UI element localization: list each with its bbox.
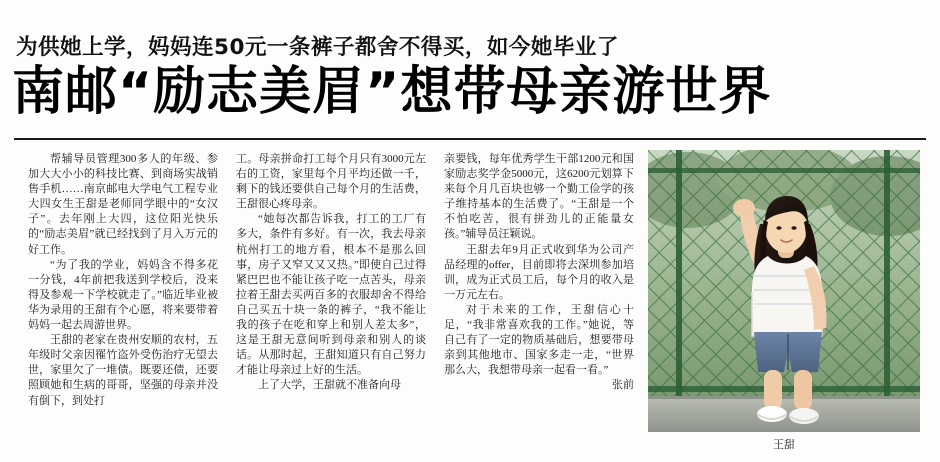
paragraph: 王甜的老家在贵州安顺的农村，五年级时父亲因罹竹盗外受伤治疗无望去世，家里欠了一堆债。既要还债，还要照顾她和生病的哥哥，坚强的母亲并没有倒下，到处打: [28, 334, 218, 407]
article-byline: 张前: [612, 379, 634, 392]
photo-image: [648, 150, 920, 432]
article-body: [28, 152, 636, 444]
headline-kicker: 为供她上学，妈妈连50元一条裤子都舍不得买，如今她毕业了: [16, 35, 619, 60]
paragraph: 工。母亲拼命打工每个月只有3000元左右的工资，家里每个月平均还做一千，剩下的钱还要供自己每个月的生活费，王甜很心疼母亲。: [236, 153, 426, 211]
paragraph: 亲要钱，每年优秀学生干部1200元和国家励志奖学金5000元，这6200元划算下来每个月几百块也够一个勤工俭学的孩子维持基本的生活费了。“王甜是一个不怕吃苦，很有拼劲儿的正能量女孩。”辅导员汪颖说。: [444, 153, 634, 241]
headline-divider: [14, 138, 926, 140]
article-column-3: [444, 152, 634, 444]
paragraph: 上了大学，王甜就不准备向母: [258, 379, 401, 392]
photo-caption: 王甜: [773, 438, 795, 451]
paragraph: “为了我的学业，妈妈含不得多花一分钱，4年前把我送到学校后，没来得及参观一下学校就走了。”临近毕业被华为录用的王甜有个心愿，将来要带着妈妈一起去周游世界。: [28, 258, 218, 332]
article-column-2: [236, 152, 426, 444]
paragraph: 对于未来的工作，王甜信心十足，“我非常喜欢我的工作。”她说，等自己有了一定的物质基础后，想要带母亲到其他地市、国家多走一走，“世界那么大，我想带母亲一起看一看。”: [444, 303, 634, 377]
article-photo: [648, 150, 920, 432]
paragraph: 王甜去年9月正式收到华为公司产品经理的offer，目前即将去深圳参加培训，成为正式员工后，每个月的收入是一万元左右。: [444, 243, 634, 301]
paragraph: “她每次都告诉我，打工的工厂有多大，条件有多好。有一次，我去母亲杭州打工的地方看，根本不是那么回事，房子又窄又又又热。”即使自己过得紧巴巴也不能让孩子吃一点苦头，母亲拉着王甜去买两百多的衣服却舍不得给自己买五十块一条的裤子，“我不能让我的孩子在吃和穿上和别人差太多”，这是王甜无意间听到母亲和别人的谈话。从那时起，王甜知道只有自己努力才能让母亲过上好的生活。: [236, 213, 426, 377]
article-column-1: [28, 152, 218, 444]
page-title: 南邮“励志美眉”想带母亲游世界: [12, 62, 772, 122]
paragraph: 帮辅导员管理300多人的年级、参加大大小小的科技比赛、到商场实战销售手机……南京邮电大学电气工程专业大四女生王甜是老师同学眼中的“女汉子”。去年刚上大四，这位阳光快乐的“励志美眉”就已经找到了月入万元的好工作。: [28, 153, 218, 256]
